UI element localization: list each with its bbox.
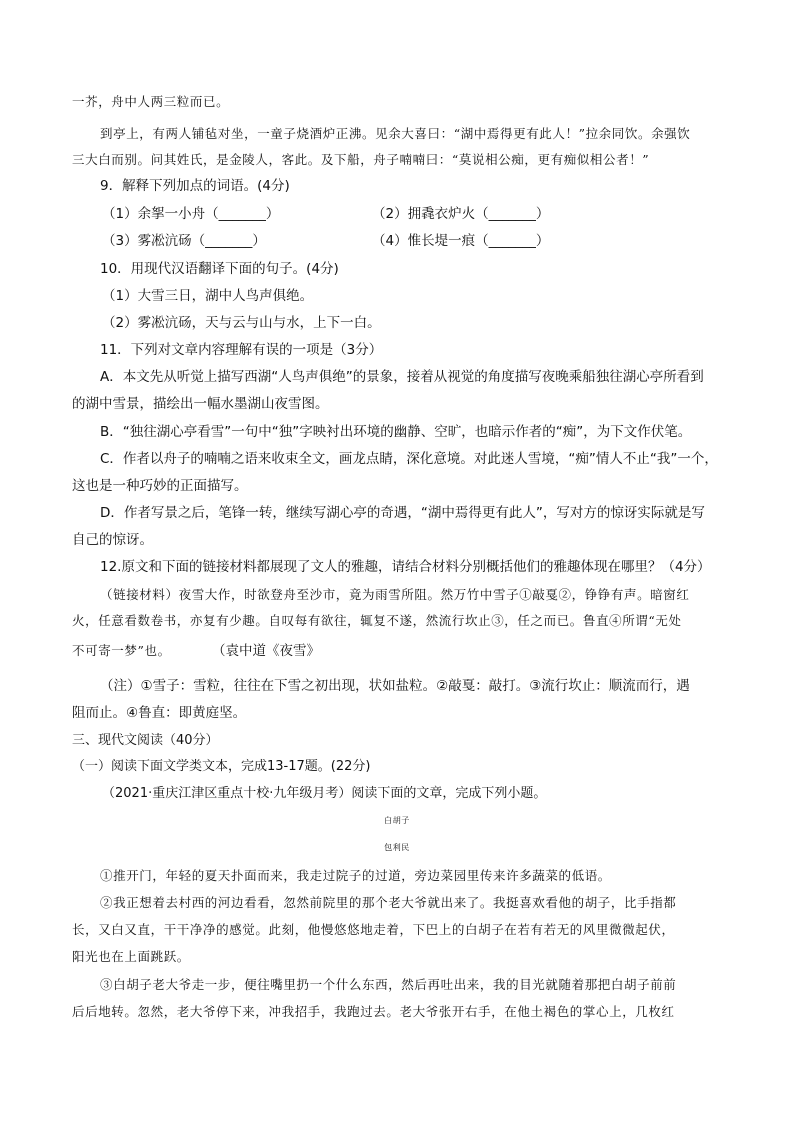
q9-item-3: （3）雾凇沆砀（_______）: [102, 233, 266, 249]
article-paragraph-cont: 阳光也在上面跳跃。: [72, 949, 190, 964]
article-paragraph-cont: 长，又白又直，干干净净的感觉。此刻，他慢悠悠地走着，下巴上的白胡子在若有若无的风里微微起伏，: [72, 922, 675, 937]
q11-option-c-cont: 这也是一种巧妙的正面描写。: [72, 478, 248, 494]
article-title: 白胡子: [384, 816, 410, 825]
q12-material-line: 火，任意看数卷书，亦复有少趣。自叹每有欲往，辄复不遂，然流行坎止③，任之而已。鲁直④所谓“无处: [72, 613, 682, 628]
q11-option-a: A．本文先从听觉上描写西湖“人鸟声俱绝”的景象，接着从视觉的角度描写夜晚乘船独往湖心亭所看到: [100, 369, 704, 385]
source-note: （2021·重庆江津区重点十校·九年级月考）阅读下面的文章，完成下列小题。: [102, 786, 547, 801]
q9-item-4: （4）惟长堤一痕（_______）: [372, 233, 550, 249]
q11-option-a-cont: 的湖中雪景，描绘出一幅水墨湖山夜雪图。: [72, 396, 329, 412]
q11-option-d: D．作者写景之后，笔锋一转，继续写湖心亭的奇遇，“湖中焉得更有此人”，写对方的惊讶实际就是写: [100, 505, 705, 521]
q9-item-1: （1）余挐一小舟（_______）: [102, 206, 280, 222]
article-paragraph-cont: 后后地转。忽然，老大爷停下来，冲我招手，我跑过去。老大爷张开右手，在他土褐色的掌心上，几枚红: [72, 1004, 675, 1019]
article-paragraph: ②我正想着去村西的河边看看，忽然前院里的那个老大爷就出来了。我挺喜欢看他的胡子，比手指都: [100, 895, 677, 910]
q9-item-2: （2）拥毳衣炉火（_______）: [372, 206, 550, 222]
q10-item-1: （1）大雪三日，湖中人鸟声俱绝。: [102, 288, 314, 304]
question-12-title: 12.原文和下面的链接材料都展现了文人的雅趣，请结合材料分别概括他们的雅趣体现在哪里？（4分）: [100, 559, 711, 575]
article-paragraph: ③白胡子老大爷走一步，便往嘴里扔一个什么东西，然后再吐出来，我的目光就随着那把白胡子前前: [100, 977, 677, 992]
article-paragraph: ①推开门，年轻的夏天扑面而来，我走过院子的过道，旁边菜园里传来许多蔬菜的低语。: [100, 868, 611, 883]
q12-note-cont: 阻而止。④鲁直：即黄庭坚。: [72, 705, 247, 721]
q12-material-line: （链接材料）夜雪大作，时欲登舟至沙市，竟为雨雪所阻。然万竹中雪子①敲戛②，铮铮有声。暗窗红: [100, 587, 690, 602]
passage-line: 三大白而别。问其姓氏，是金陵人，客此。及下船，舟子喃喃曰：“莫说相公痴，更有痴似相公者！”: [72, 152, 650, 167]
passage-line: 一芥，舟中人两三粒而已。: [72, 94, 230, 109]
subsection-title: （一）阅读下面文学类文本，完成13-17题。(22分): [72, 759, 371, 774]
question-10-title: 10．用现代汉语翻译下面的句子。(4分): [100, 261, 339, 277]
q12-note: （注）①雪子：雪粒，往往在下雪之初出现，状如盐粒。②敲戛：敲打。③流行坎止：顺流而行，遇: [100, 678, 690, 694]
article-author: 包利民: [384, 843, 410, 852]
q11-option-d-cont: 自己的惊讶。: [72, 532, 153, 548]
q11-option-c: C．作者以舟子的喃喃之语来收束全文，画龙点睛，深化意境。对此迷人雪境，“痴”情人不止“我”一个，: [100, 451, 718, 467]
question-9-title: 9．解释下列加点的词语。(4分): [100, 178, 290, 194]
section-title: 三、现代文阅读（40分）: [72, 733, 219, 748]
question-11-title: 11．下列对文章内容理解有误的一项是（3分）: [100, 342, 383, 358]
q11-option-b: B．“独往湖心亭看雪”一句中“独”字映衬出环境的幽静、空旷，也暗示作者的“痴”，为下文作伏笔。: [100, 424, 692, 440]
q10-item-2: （2）雾凇沆砀，天与云与山与水，上下一白。: [102, 315, 381, 331]
q12-material-line: 不可寄一梦”也。: [72, 643, 171, 658]
q12-source: （袁中道《夜雪》: [212, 643, 320, 659]
passage-line: 到亭上，有两人铺毡对坐，一童子烧酒炉正沸。见余大喜曰：“湖中焉得更有此人！”拉余同饮。余强饮: [100, 126, 691, 141]
